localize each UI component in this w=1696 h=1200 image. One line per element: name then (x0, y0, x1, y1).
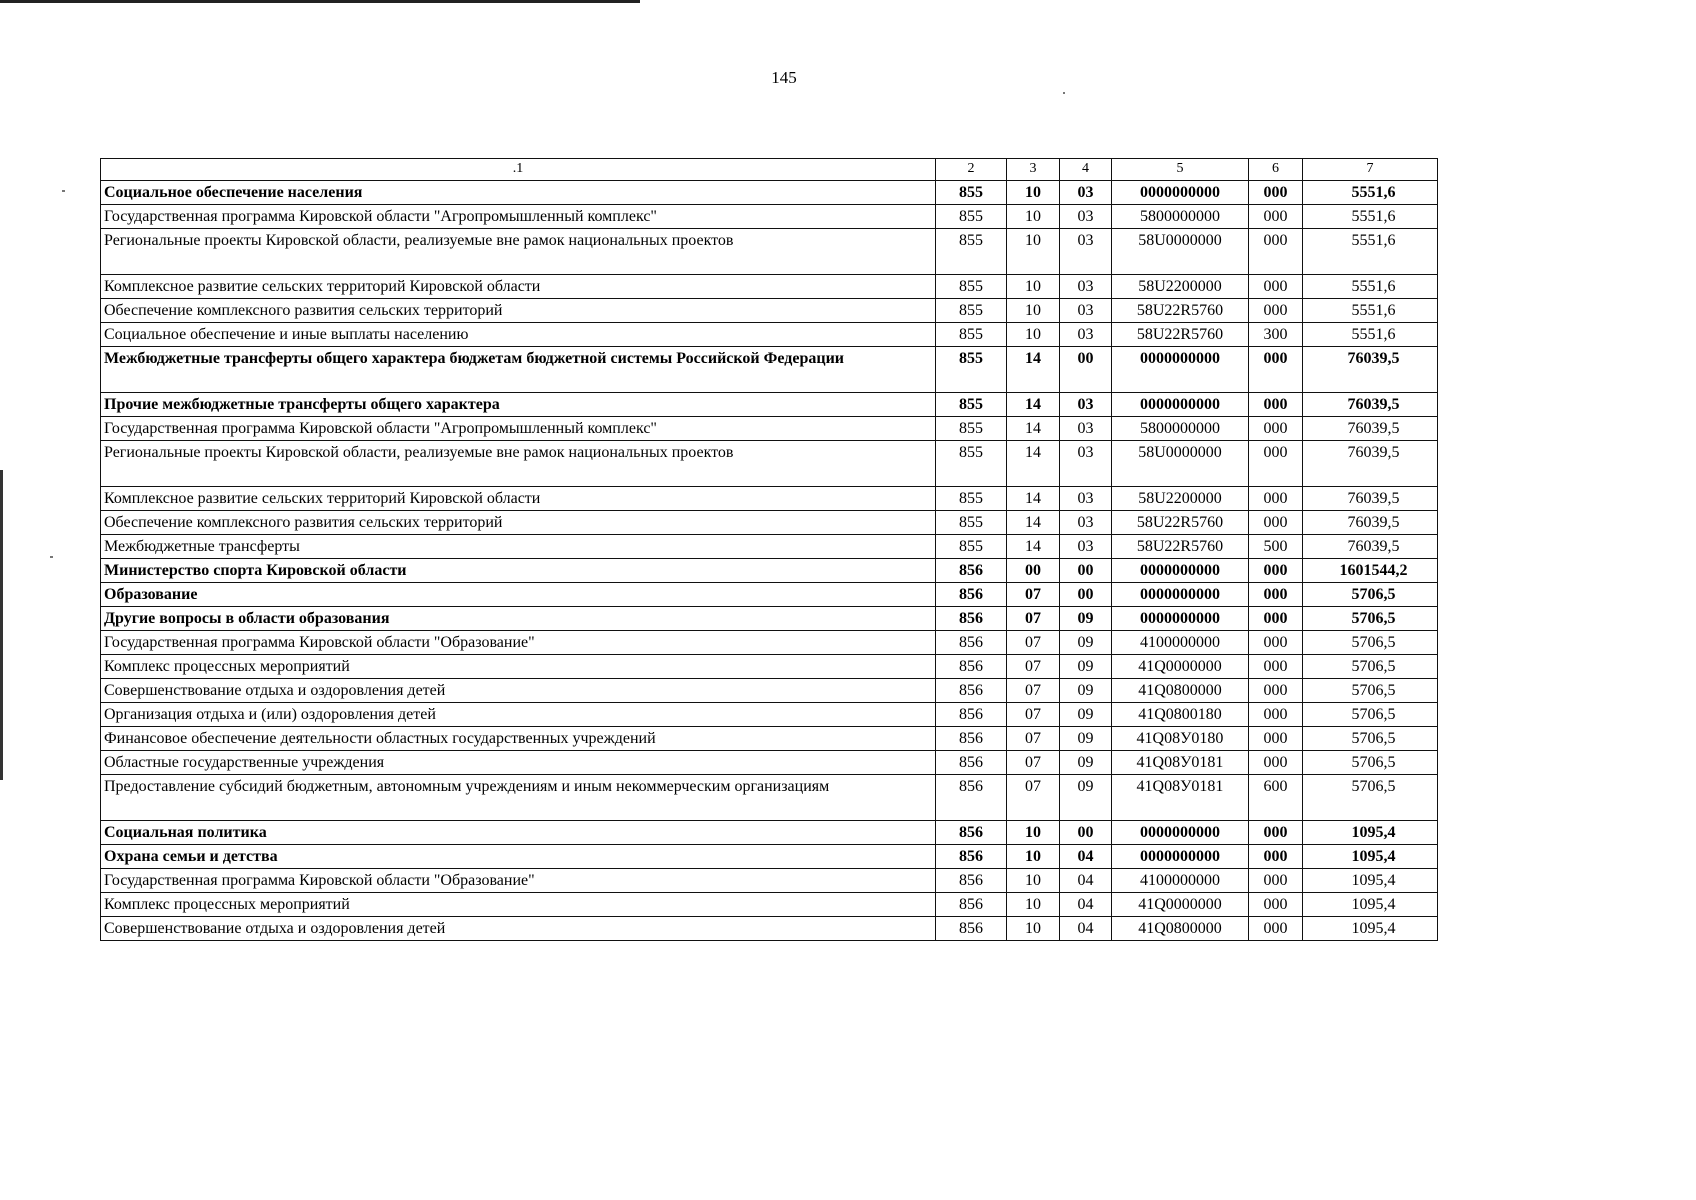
row-amount-cell: 76039,5 (1303, 487, 1438, 511)
row-expense-type-cell: 000 (1249, 679, 1303, 703)
row-name-cell: Государственная программа Кировской области "Образование" (101, 631, 936, 655)
row-section-cell: 14 (1007, 417, 1060, 441)
row-amount-cell: 5551,6 (1303, 205, 1438, 229)
row-subsection-cell: 03 (1060, 229, 1112, 275)
row-amount-cell: 5706,5 (1303, 775, 1438, 821)
row-amount-cell: 76039,5 (1303, 441, 1438, 487)
row-amount-cell: 1095,4 (1303, 845, 1438, 869)
row-ministry-code-cell: 856 (936, 703, 1007, 727)
row-amount-cell: 5551,6 (1303, 299, 1438, 323)
row-amount-cell: 5706,5 (1303, 727, 1438, 751)
row-section-cell: 10 (1007, 917, 1060, 941)
table-row (101, 347, 1438, 393)
header-cell-5: 5 (1112, 159, 1249, 181)
row-subsection-cell: 03 (1060, 181, 1112, 205)
row-expense-type-cell: 000 (1249, 751, 1303, 775)
row-amount-cell: 1601544,2 (1303, 559, 1438, 583)
row-amount-cell: 5706,5 (1303, 751, 1438, 775)
row-ministry-code-cell: 856 (936, 607, 1007, 631)
row-target-article-cell: 41Q0000000 (1112, 655, 1249, 679)
row-subsection-cell: 09 (1060, 775, 1112, 821)
row-expense-type-cell: 500 (1249, 535, 1303, 559)
row-subsection-cell: 04 (1060, 845, 1112, 869)
row-target-article-cell: 0000000000 (1112, 583, 1249, 607)
row-expense-type-cell: 000 (1249, 229, 1303, 275)
row-ministry-code-cell: 855 (936, 487, 1007, 511)
header-cell-7: 7 (1303, 159, 1438, 181)
row-ministry-code-cell: 855 (936, 299, 1007, 323)
row-amount-cell: 76039,5 (1303, 535, 1438, 559)
row-ministry-code-cell: 856 (936, 559, 1007, 583)
row-ministry-code-cell: 855 (936, 417, 1007, 441)
row-target-article-cell: 0000000000 (1112, 607, 1249, 631)
row-expense-type-cell: 000 (1249, 441, 1303, 487)
table-row (101, 893, 1438, 917)
row-section-cell: 07 (1007, 703, 1060, 727)
table-row (101, 441, 1438, 487)
table-row (101, 559, 1438, 583)
row-amount-cell: 5551,6 (1303, 323, 1438, 347)
row-name-cell: Предоставление субсидий бюджетным, автономным учреждениям и иным некоммерческим организациям (101, 775, 936, 821)
scan-speck (62, 190, 65, 192)
row-subsection-cell: 00 (1060, 347, 1112, 393)
row-target-article-cell: 41Q08У0181 (1112, 775, 1249, 821)
row-subsection-cell: 03 (1060, 323, 1112, 347)
table-row (101, 487, 1438, 511)
row-expense-type-cell: 000 (1249, 917, 1303, 941)
row-section-cell: 10 (1007, 845, 1060, 869)
row-section-cell: 14 (1007, 393, 1060, 417)
row-section-cell: 07 (1007, 775, 1060, 821)
row-ministry-code-cell: 856 (936, 727, 1007, 751)
row-target-article-cell: 5800000000 (1112, 417, 1249, 441)
row-name-cell: Образование (101, 583, 936, 607)
row-section-cell: 14 (1007, 535, 1060, 559)
row-expense-type-cell: 000 (1249, 559, 1303, 583)
row-target-article-cell: 41Q0800180 (1112, 703, 1249, 727)
row-section-cell: 14 (1007, 347, 1060, 393)
table-row (101, 679, 1438, 703)
row-ministry-code-cell: 855 (936, 229, 1007, 275)
row-ministry-code-cell: 855 (936, 441, 1007, 487)
row-subsection-cell: 09 (1060, 607, 1112, 631)
row-name-cell: Социальное обеспечение населения (101, 181, 936, 205)
row-amount-cell: 1095,4 (1303, 869, 1438, 893)
table-row (101, 299, 1438, 323)
row-amount-cell: 1095,4 (1303, 821, 1438, 845)
table-row (101, 917, 1438, 941)
row-name-cell: Государственная программа Кировской области "Агропромышленный комплекс" (101, 417, 936, 441)
row-ministry-code-cell: 855 (936, 181, 1007, 205)
table-row (101, 583, 1438, 607)
row-section-cell: 14 (1007, 441, 1060, 487)
row-section-cell: 10 (1007, 229, 1060, 275)
table-row (101, 869, 1438, 893)
table-row (101, 393, 1438, 417)
row-target-article-cell: 41Q08У0180 (1112, 727, 1249, 751)
row-expense-type-cell: 000 (1249, 205, 1303, 229)
row-amount-cell: 1095,4 (1303, 917, 1438, 941)
row-subsection-cell: 03 (1060, 417, 1112, 441)
row-section-cell: 10 (1007, 323, 1060, 347)
row-section-cell: 10 (1007, 821, 1060, 845)
row-subsection-cell: 09 (1060, 703, 1112, 727)
row-section-cell: 14 (1007, 487, 1060, 511)
row-subsection-cell: 09 (1060, 751, 1112, 775)
row-subsection-cell: 00 (1060, 559, 1112, 583)
row-ministry-code-cell: 856 (936, 845, 1007, 869)
row-name-cell: Прочие межбюджетные трансферты общего характера (101, 393, 936, 417)
row-ministry-code-cell: 856 (936, 751, 1007, 775)
scan-speck (1063, 92, 1065, 94)
row-subsection-cell: 03 (1060, 275, 1112, 299)
row-subsection-cell: 03 (1060, 441, 1112, 487)
row-section-cell: 07 (1007, 607, 1060, 631)
row-target-article-cell: 0000000000 (1112, 347, 1249, 393)
row-target-article-cell: 4100000000 (1112, 869, 1249, 893)
row-name-cell: Комплекс процессных мероприятий (101, 893, 936, 917)
row-name-cell: Совершенствование отдыха и оздоровления детей (101, 917, 936, 941)
row-ministry-code-cell: 855 (936, 275, 1007, 299)
row-ministry-code-cell: 855 (936, 347, 1007, 393)
row-section-cell: 00 (1007, 559, 1060, 583)
row-amount-cell: 76039,5 (1303, 393, 1438, 417)
row-name-cell: Региональные проекты Кировской области, реализуемые вне рамок национальных проектов (101, 229, 936, 275)
row-expense-type-cell: 000 (1249, 511, 1303, 535)
row-target-article-cell: 58U22R5760 (1112, 511, 1249, 535)
row-name-cell: Межбюджетные трансферты общего характера бюджетам бюджетной системы Российской Федерации (101, 347, 936, 393)
row-section-cell: 07 (1007, 751, 1060, 775)
table-row (101, 775, 1438, 821)
row-target-article-cell: 41Q0800000 (1112, 679, 1249, 703)
row-section-cell: 10 (1007, 869, 1060, 893)
row-ministry-code-cell: 856 (936, 631, 1007, 655)
row-ministry-code-cell: 856 (936, 893, 1007, 917)
row-target-article-cell: 0000000000 (1112, 845, 1249, 869)
row-target-article-cell: 58U0000000 (1112, 229, 1249, 275)
row-expense-type-cell: 000 (1249, 299, 1303, 323)
row-target-article-cell: 58U2200000 (1112, 487, 1249, 511)
row-target-article-cell: 0000000000 (1112, 559, 1249, 583)
row-expense-type-cell: 000 (1249, 869, 1303, 893)
row-ministry-code-cell: 856 (936, 869, 1007, 893)
header-cell-1: .1 (101, 159, 936, 181)
row-expense-type-cell: 000 (1249, 275, 1303, 299)
row-ministry-code-cell: 856 (936, 917, 1007, 941)
row-ministry-code-cell: 855 (936, 535, 1007, 559)
row-name-cell: Обеспечение комплексного развития сельских территорий (101, 511, 936, 535)
row-section-cell: 10 (1007, 205, 1060, 229)
scan-edge-left (0, 470, 3, 780)
table-row (101, 727, 1438, 751)
row-expense-type-cell: 000 (1249, 655, 1303, 679)
row-subsection-cell: 09 (1060, 631, 1112, 655)
row-section-cell: 10 (1007, 299, 1060, 323)
row-subsection-cell: 09 (1060, 655, 1112, 679)
table-row (101, 845, 1438, 869)
row-section-cell: 10 (1007, 181, 1060, 205)
row-expense-type-cell: 000 (1249, 893, 1303, 917)
row-section-cell: 10 (1007, 893, 1060, 917)
table-row (101, 607, 1438, 631)
row-amount-cell: 76039,5 (1303, 511, 1438, 535)
row-subsection-cell: 03 (1060, 487, 1112, 511)
row-section-cell: 07 (1007, 583, 1060, 607)
header-cell-4: 4 (1060, 159, 1112, 181)
table-row (101, 655, 1438, 679)
row-section-cell: 07 (1007, 727, 1060, 751)
row-name-cell: Обеспечение комплексного развития сельских территорий (101, 299, 936, 323)
row-name-cell: Комплексное развитие сельских территорий Кировской области (101, 487, 936, 511)
scan-edge-top (0, 0, 640, 3)
row-name-cell: Социальное обеспечение и иные выплаты населению (101, 323, 936, 347)
row-target-article-cell: 58U2200000 (1112, 275, 1249, 299)
row-expense-type-cell: 000 (1249, 845, 1303, 869)
row-amount-cell: 5706,5 (1303, 583, 1438, 607)
row-name-cell: Другие вопросы в области образования (101, 607, 936, 631)
row-target-article-cell: 41Q0800000 (1112, 917, 1249, 941)
page-number: 145 (771, 68, 797, 87)
table-row (101, 229, 1438, 275)
row-expense-type-cell: 000 (1249, 703, 1303, 727)
row-expense-type-cell: 000 (1249, 607, 1303, 631)
row-name-cell: Министерство спорта Кировской области (101, 559, 936, 583)
row-subsection-cell: 03 (1060, 535, 1112, 559)
row-target-article-cell: 41Q0000000 (1112, 893, 1249, 917)
table-row (101, 181, 1438, 205)
row-subsection-cell: 04 (1060, 917, 1112, 941)
row-subsection-cell: 09 (1060, 679, 1112, 703)
table-row (101, 703, 1438, 727)
row-expense-type-cell: 300 (1249, 323, 1303, 347)
row-name-cell: Комплексное развитие сельских территорий Кировской области (101, 275, 936, 299)
row-section-cell: 07 (1007, 631, 1060, 655)
row-ministry-code-cell: 856 (936, 679, 1007, 703)
table-header-row (101, 159, 1438, 181)
row-amount-cell: 5706,5 (1303, 679, 1438, 703)
table-row (101, 631, 1438, 655)
row-expense-type-cell: 000 (1249, 727, 1303, 751)
row-amount-cell: 5551,6 (1303, 229, 1438, 275)
table-row (101, 323, 1438, 347)
row-target-article-cell: 4100000000 (1112, 631, 1249, 655)
table-row (101, 205, 1438, 229)
row-subsection-cell: 09 (1060, 727, 1112, 751)
row-name-cell: Совершенствование отдыха и оздоровления детей (101, 679, 936, 703)
row-name-cell: Финансовое обеспечение деятельности областных государственных учреждений (101, 727, 936, 751)
row-expense-type-cell: 000 (1249, 631, 1303, 655)
row-target-article-cell: 0000000000 (1112, 821, 1249, 845)
row-subsection-cell: 00 (1060, 821, 1112, 845)
header-cell-6: 6 (1249, 159, 1303, 181)
table-row (101, 535, 1438, 559)
row-section-cell: 07 (1007, 655, 1060, 679)
row-amount-cell: 5706,5 (1303, 607, 1438, 631)
row-target-article-cell: 5800000000 (1112, 205, 1249, 229)
row-expense-type-cell: 000 (1249, 583, 1303, 607)
row-amount-cell: 5551,6 (1303, 275, 1438, 299)
row-section-cell: 07 (1007, 679, 1060, 703)
row-name-cell: Областные государственные учреждения (101, 751, 936, 775)
row-name-cell: Государственная программа Кировской области "Агропромышленный комплекс" (101, 205, 936, 229)
row-subsection-cell: 04 (1060, 869, 1112, 893)
header-cell-3: 3 (1007, 159, 1060, 181)
row-amount-cell: 5706,5 (1303, 703, 1438, 727)
table-row (101, 821, 1438, 845)
budget-table (100, 158, 1438, 941)
row-name-cell: Региональные проекты Кировской области, реализуемые вне рамок национальных проектов (101, 441, 936, 487)
row-name-cell: Комплекс процессных мероприятий (101, 655, 936, 679)
row-ministry-code-cell: 855 (936, 323, 1007, 347)
row-amount-cell: 1095,4 (1303, 893, 1438, 917)
row-subsection-cell: 03 (1060, 393, 1112, 417)
row-section-cell: 14 (1007, 511, 1060, 535)
scan-speck (50, 556, 53, 558)
row-subsection-cell: 04 (1060, 893, 1112, 917)
row-target-article-cell: 58U22R5760 (1112, 299, 1249, 323)
row-name-cell: Межбюджетные трансферты (101, 535, 936, 559)
row-expense-type-cell: 600 (1249, 775, 1303, 821)
row-target-article-cell: 58U22R5760 (1112, 535, 1249, 559)
header-cell-2: 2 (936, 159, 1007, 181)
table-row (101, 275, 1438, 299)
row-expense-type-cell: 000 (1249, 393, 1303, 417)
row-ministry-code-cell: 855 (936, 511, 1007, 535)
table-row (101, 511, 1438, 535)
row-subsection-cell: 03 (1060, 511, 1112, 535)
row-amount-cell: 5706,5 (1303, 655, 1438, 679)
row-ministry-code-cell: 856 (936, 775, 1007, 821)
row-subsection-cell: 03 (1060, 205, 1112, 229)
row-name-cell: Государственная программа Кировской области "Образование" (101, 869, 936, 893)
row-subsection-cell: 03 (1060, 299, 1112, 323)
row-subsection-cell: 00 (1060, 583, 1112, 607)
row-ministry-code-cell: 855 (936, 205, 1007, 229)
row-ministry-code-cell: 856 (936, 821, 1007, 845)
row-ministry-code-cell: 855 (936, 393, 1007, 417)
row-amount-cell: 76039,5 (1303, 347, 1438, 393)
row-expense-type-cell: 000 (1249, 821, 1303, 845)
row-amount-cell: 5706,5 (1303, 631, 1438, 655)
row-expense-type-cell: 000 (1249, 417, 1303, 441)
row-target-article-cell: 0000000000 (1112, 181, 1249, 205)
row-amount-cell: 76039,5 (1303, 417, 1438, 441)
row-expense-type-cell: 000 (1249, 347, 1303, 393)
row-name-cell: Охрана семьи и детства (101, 845, 936, 869)
row-name-cell: Организация отдыха и (или) оздоровления детей (101, 703, 936, 727)
row-target-article-cell: 0000000000 (1112, 393, 1249, 417)
row-target-article-cell: 58U22R5760 (1112, 323, 1249, 347)
row-name-cell: Социальная политика (101, 821, 936, 845)
row-expense-type-cell: 000 (1249, 181, 1303, 205)
table-row (101, 417, 1438, 441)
row-target-article-cell: 58U0000000 (1112, 441, 1249, 487)
row-ministry-code-cell: 856 (936, 655, 1007, 679)
row-ministry-code-cell: 856 (936, 583, 1007, 607)
table-row (101, 751, 1438, 775)
row-expense-type-cell: 000 (1249, 487, 1303, 511)
row-amount-cell: 5551,6 (1303, 181, 1438, 205)
row-target-article-cell: 41Q08У0181 (1112, 751, 1249, 775)
row-section-cell: 10 (1007, 275, 1060, 299)
